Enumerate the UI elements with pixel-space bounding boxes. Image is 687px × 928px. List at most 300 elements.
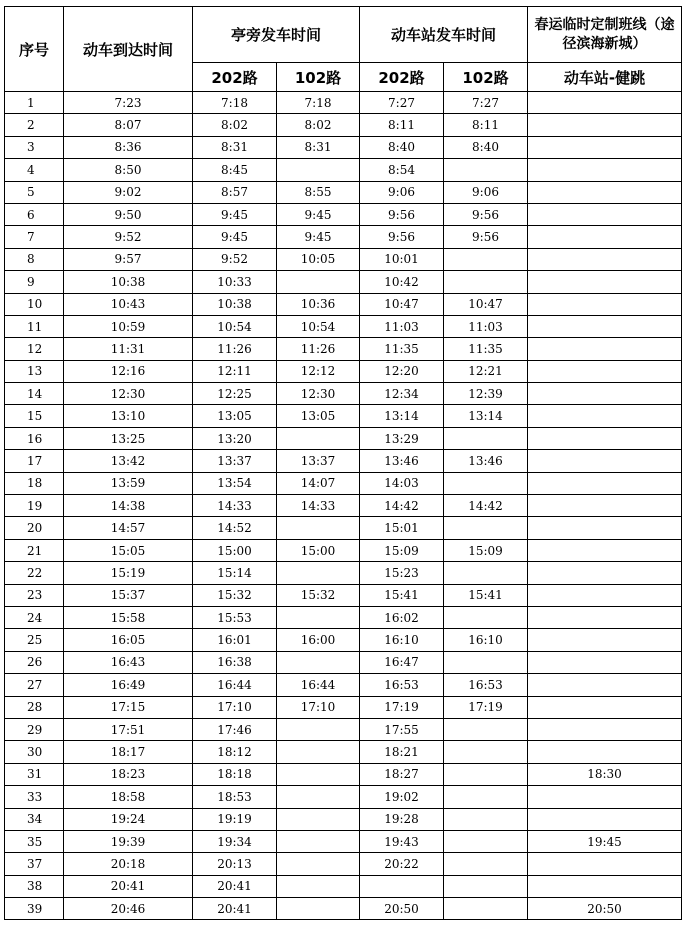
station-202-cell: 15:41 [360, 584, 444, 606]
table-header [5, 7, 682, 92]
station-102-cell: 8:40 [444, 136, 528, 158]
table-row [5, 248, 682, 270]
arrival-cell: 12:30 [64, 383, 193, 405]
seq-cell: 29 [5, 718, 64, 740]
charter-cell [528, 674, 682, 696]
station-202-cell: 15:01 [360, 517, 444, 539]
arrival-cell: 18:17 [64, 741, 193, 763]
tingpang-102-cell [277, 606, 360, 628]
charter-cell [528, 226, 682, 248]
station-202-cell: 16:10 [360, 629, 444, 651]
tingpang-102-cell: 15:00 [277, 539, 360, 561]
charter-cell: 20:50 [528, 898, 682, 920]
table-row [5, 338, 682, 360]
station-202-cell: 13:29 [360, 427, 444, 449]
header-station-102: 102路 [444, 63, 528, 92]
charter-cell [528, 92, 682, 114]
station-202-cell: 17:19 [360, 696, 444, 718]
tingpang-102-cell: 12:12 [277, 360, 360, 382]
table-row [5, 674, 682, 696]
station-202-cell: 8:11 [360, 114, 444, 136]
station-202-cell [360, 875, 444, 897]
bus-schedule-table [4, 6, 682, 920]
arrival-cell: 20:41 [64, 875, 193, 897]
station-102-cell [444, 786, 528, 808]
tingpang-102-cell [277, 427, 360, 449]
station-202-cell: 19:02 [360, 786, 444, 808]
table-row [5, 562, 682, 584]
station-102-cell [444, 159, 528, 181]
station-202-cell: 17:55 [360, 718, 444, 740]
seq-cell: 19 [5, 495, 64, 517]
charter-cell [528, 248, 682, 270]
station-102-cell [444, 830, 528, 852]
station-102-cell: 11:35 [444, 338, 528, 360]
charter-cell [528, 562, 682, 584]
station-102-cell [444, 898, 528, 920]
tingpang-102-cell [277, 159, 360, 181]
seq-cell: 38 [5, 875, 64, 897]
header-seq: 序号 [5, 7, 64, 92]
tingpang-102-cell: 16:00 [277, 629, 360, 651]
charter-cell: 18:30 [528, 763, 682, 785]
charter-cell [528, 203, 682, 225]
charter-cell [528, 875, 682, 897]
arrival-cell: 8:36 [64, 136, 193, 158]
tingpang-102-cell: 10:54 [277, 315, 360, 337]
station-102-cell: 7:27 [444, 92, 528, 114]
table-row [5, 718, 682, 740]
tingpang-102-cell [277, 651, 360, 673]
seq-cell: 10 [5, 293, 64, 315]
seq-cell: 14 [5, 383, 64, 405]
charter-cell [528, 136, 682, 158]
table-row [5, 629, 682, 651]
tingpang-102-cell [277, 830, 360, 852]
tingpang-202-cell: 15:32 [193, 584, 277, 606]
tingpang-102-cell: 8:31 [277, 136, 360, 158]
tingpang-202-cell: 17:46 [193, 718, 277, 740]
seq-cell: 39 [5, 898, 64, 920]
station-102-cell: 10:47 [444, 293, 528, 315]
header-tingpang-102: 102路 [277, 63, 360, 92]
seq-cell: 4 [5, 159, 64, 181]
tingpang-202-cell: 16:44 [193, 674, 277, 696]
tingpang-102-cell [277, 741, 360, 763]
table-row [5, 808, 682, 830]
station-202-cell: 8:54 [360, 159, 444, 181]
table-row [5, 696, 682, 718]
arrival-cell: 13:25 [64, 427, 193, 449]
table-row [5, 360, 682, 382]
seq-cell: 17 [5, 450, 64, 472]
station-102-cell: 15:41 [444, 584, 528, 606]
seq-cell: 24 [5, 606, 64, 628]
tingpang-202-cell: 12:25 [193, 383, 277, 405]
tingpang-202-cell: 14:52 [193, 517, 277, 539]
charter-cell [528, 114, 682, 136]
station-102-cell [444, 606, 528, 628]
seq-cell: 15 [5, 405, 64, 427]
seq-cell: 9 [5, 271, 64, 293]
arrival-cell: 18:23 [64, 763, 193, 785]
seq-cell: 25 [5, 629, 64, 651]
tingpang-102-cell: 14:07 [277, 472, 360, 494]
seq-cell: 16 [5, 427, 64, 449]
arrival-cell: 19:39 [64, 830, 193, 852]
charter-cell [528, 741, 682, 763]
tingpang-202-cell: 8:45 [193, 159, 277, 181]
tingpang-102-cell: 13:37 [277, 450, 360, 472]
tingpang-202-cell: 16:01 [193, 629, 277, 651]
seq-cell: 1 [5, 92, 64, 114]
station-202-cell: 11:03 [360, 315, 444, 337]
tingpang-102-cell [277, 853, 360, 875]
tingpang-102-cell: 17:10 [277, 696, 360, 718]
tingpang-202-cell: 15:53 [193, 606, 277, 628]
station-202-cell: 19:43 [360, 830, 444, 852]
arrival-cell: 11:31 [64, 338, 193, 360]
tingpang-102-cell: 7:18 [277, 92, 360, 114]
tingpang-102-cell: 11:26 [277, 338, 360, 360]
table-row [5, 159, 682, 181]
seq-cell: 31 [5, 763, 64, 785]
seq-cell: 37 [5, 853, 64, 875]
tingpang-102-cell [277, 898, 360, 920]
table-row [5, 853, 682, 875]
charter-cell [528, 517, 682, 539]
table-body [5, 92, 682, 920]
table-row [5, 898, 682, 920]
arrival-cell: 16:49 [64, 674, 193, 696]
seq-cell: 11 [5, 315, 64, 337]
seq-cell: 26 [5, 651, 64, 673]
arrival-cell: 20:46 [64, 898, 193, 920]
tingpang-102-cell [277, 517, 360, 539]
arrival-cell: 17:15 [64, 696, 193, 718]
station-202-cell: 13:46 [360, 450, 444, 472]
table-row [5, 271, 682, 293]
station-102-cell [444, 427, 528, 449]
seq-cell: 8 [5, 248, 64, 270]
station-102-cell: 17:19 [444, 696, 528, 718]
arrival-cell: 8:50 [64, 159, 193, 181]
tingpang-202-cell: 18:12 [193, 741, 277, 763]
seq-cell: 30 [5, 741, 64, 763]
station-202-cell: 9:56 [360, 226, 444, 248]
tingpang-202-cell: 13:20 [193, 427, 277, 449]
table-row [5, 472, 682, 494]
tingpang-102-cell: 10:05 [277, 248, 360, 270]
table-row [5, 203, 682, 225]
tingpang-202-cell: 13:05 [193, 405, 277, 427]
tingpang-202-cell: 20:41 [193, 875, 277, 897]
charter-cell [528, 808, 682, 830]
arrival-cell: 9:50 [64, 203, 193, 225]
table-row [5, 114, 682, 136]
station-102-cell: 9:56 [444, 226, 528, 248]
tingpang-202-cell: 16:38 [193, 651, 277, 673]
station-102-cell [444, 472, 528, 494]
station-202-cell: 16:02 [360, 606, 444, 628]
seq-cell: 7 [5, 226, 64, 248]
station-202-cell: 7:27 [360, 92, 444, 114]
station-102-cell [444, 248, 528, 270]
tingpang-102-cell: 16:44 [277, 674, 360, 696]
header-station-departure: 动车站发车时间 [360, 7, 528, 63]
seq-cell: 5 [5, 181, 64, 203]
tingpang-202-cell: 8:57 [193, 181, 277, 203]
station-102-cell: 14:42 [444, 495, 528, 517]
tingpang-102-cell: 9:45 [277, 203, 360, 225]
station-102-cell: 15:09 [444, 539, 528, 561]
station-102-cell: 12:39 [444, 383, 528, 405]
tingpang-202-cell: 15:00 [193, 539, 277, 561]
charter-cell [528, 472, 682, 494]
table-row [5, 226, 682, 248]
tingpang-102-cell [277, 786, 360, 808]
station-202-cell: 8:40 [360, 136, 444, 158]
arrival-cell: 15:37 [64, 584, 193, 606]
header-station-202: 202路 [360, 63, 444, 92]
tingpang-202-cell: 19:19 [193, 808, 277, 830]
seq-cell: 22 [5, 562, 64, 584]
table-row [5, 786, 682, 808]
arrival-cell: 15:58 [64, 606, 193, 628]
station-202-cell: 13:14 [360, 405, 444, 427]
seq-cell: 20 [5, 517, 64, 539]
seq-cell: 3 [5, 136, 64, 158]
charter-cell [528, 405, 682, 427]
tingpang-202-cell: 14:33 [193, 495, 277, 517]
table-row [5, 92, 682, 114]
tingpang-102-cell: 14:33 [277, 495, 360, 517]
station-202-cell: 20:22 [360, 853, 444, 875]
arrival-cell: 14:38 [64, 495, 193, 517]
charter-cell [528, 786, 682, 808]
seq-cell: 28 [5, 696, 64, 718]
seq-cell: 18 [5, 472, 64, 494]
arrival-cell: 13:59 [64, 472, 193, 494]
station-102-cell: 8:11 [444, 114, 528, 136]
station-202-cell: 15:23 [360, 562, 444, 584]
arrival-cell: 16:05 [64, 629, 193, 651]
seq-cell: 35 [5, 830, 64, 852]
seq-cell: 33 [5, 786, 64, 808]
table-row [5, 763, 682, 785]
table-row [5, 539, 682, 561]
station-102-cell [444, 853, 528, 875]
station-202-cell: 11:35 [360, 338, 444, 360]
table-row [5, 405, 682, 427]
header-tingpang-departure: 亭旁发车时间 [193, 7, 360, 63]
charter-cell [528, 360, 682, 382]
arrival-cell: 10:38 [64, 271, 193, 293]
table-row [5, 315, 682, 337]
station-202-cell: 16:53 [360, 674, 444, 696]
table-row [5, 293, 682, 315]
station-102-cell [444, 271, 528, 293]
station-102-cell [444, 808, 528, 830]
station-102-cell [444, 651, 528, 673]
tingpang-202-cell: 8:02 [193, 114, 277, 136]
charter-cell [528, 427, 682, 449]
tingpang-102-cell: 9:45 [277, 226, 360, 248]
header-tingpang-202: 202路 [193, 63, 277, 92]
arrival-cell: 10:43 [64, 293, 193, 315]
table-row [5, 136, 682, 158]
station-202-cell: 16:47 [360, 651, 444, 673]
tingpang-202-cell: 11:26 [193, 338, 277, 360]
tingpang-202-cell: 9:52 [193, 248, 277, 270]
tingpang-202-cell: 20:13 [193, 853, 277, 875]
tingpang-102-cell [277, 763, 360, 785]
tingpang-202-cell: 13:54 [193, 472, 277, 494]
arrival-cell: 17:51 [64, 718, 193, 740]
tingpang-102-cell: 13:05 [277, 405, 360, 427]
tingpang-202-cell: 17:10 [193, 696, 277, 718]
charter-cell [528, 696, 682, 718]
charter-cell [528, 495, 682, 517]
station-202-cell: 10:42 [360, 271, 444, 293]
arrival-cell: 20:18 [64, 853, 193, 875]
station-102-cell: 11:03 [444, 315, 528, 337]
station-102-cell [444, 517, 528, 539]
tingpang-202-cell: 12:11 [193, 360, 277, 382]
station-102-cell: 9:06 [444, 181, 528, 203]
station-202-cell: 14:42 [360, 495, 444, 517]
station-202-cell: 10:01 [360, 248, 444, 270]
station-202-cell: 20:50 [360, 898, 444, 920]
arrival-cell: 18:58 [64, 786, 193, 808]
table-row [5, 651, 682, 673]
station-102-cell: 13:14 [444, 405, 528, 427]
station-202-cell: 14:03 [360, 472, 444, 494]
station-202-cell: 18:27 [360, 763, 444, 785]
seq-cell: 23 [5, 584, 64, 606]
table-row [5, 606, 682, 628]
tingpang-202-cell: 10:33 [193, 271, 277, 293]
station-202-cell: 19:28 [360, 808, 444, 830]
tingpang-202-cell: 10:38 [193, 293, 277, 315]
tingpang-202-cell: 13:37 [193, 450, 277, 472]
arrival-cell: 16:43 [64, 651, 193, 673]
tingpang-202-cell: 18:53 [193, 786, 277, 808]
seq-cell: 21 [5, 539, 64, 561]
arrival-cell: 9:57 [64, 248, 193, 270]
charter-cell [528, 338, 682, 360]
charter-cell [528, 718, 682, 740]
header-charter-route: 动车站-健跳 [528, 63, 682, 92]
header-row-main [5, 7, 682, 63]
station-102-cell [444, 741, 528, 763]
table-row [5, 427, 682, 449]
tingpang-202-cell: 9:45 [193, 203, 277, 225]
station-202-cell: 12:20 [360, 360, 444, 382]
table-row [5, 584, 682, 606]
charter-cell [528, 606, 682, 628]
arrival-cell: 12:16 [64, 360, 193, 382]
station-202-cell: 9:56 [360, 203, 444, 225]
station-102-cell: 12:21 [444, 360, 528, 382]
charter-cell [528, 159, 682, 181]
station-102-cell [444, 875, 528, 897]
station-202-cell: 15:09 [360, 539, 444, 561]
tingpang-102-cell [277, 718, 360, 740]
seq-cell: 13 [5, 360, 64, 382]
station-202-cell: 9:06 [360, 181, 444, 203]
tingpang-102-cell [277, 271, 360, 293]
seq-cell: 6 [5, 203, 64, 225]
station-102-cell: 16:10 [444, 629, 528, 651]
tingpang-102-cell: 12:30 [277, 383, 360, 405]
tingpang-102-cell: 10:36 [277, 293, 360, 315]
table-row [5, 517, 682, 539]
station-102-cell: 16:53 [444, 674, 528, 696]
tingpang-102-cell [277, 562, 360, 584]
charter-cell [528, 293, 682, 315]
tingpang-102-cell [277, 808, 360, 830]
table-row [5, 495, 682, 517]
station-202-cell: 18:21 [360, 741, 444, 763]
charter-cell [528, 853, 682, 875]
seq-cell: 34 [5, 808, 64, 830]
station-102-cell: 13:46 [444, 450, 528, 472]
station-202-cell: 10:47 [360, 293, 444, 315]
charter-cell [528, 383, 682, 405]
charter-cell [528, 539, 682, 561]
tingpang-202-cell: 9:45 [193, 226, 277, 248]
table-row [5, 450, 682, 472]
header-arrival-time: 动车到达时间 [64, 7, 193, 92]
table-row [5, 181, 682, 203]
charter-cell [528, 651, 682, 673]
tingpang-102-cell: 15:32 [277, 584, 360, 606]
tingpang-202-cell: 15:14 [193, 562, 277, 584]
header-charter-line: 春运临时定制班线（途径滨海新城） [528, 7, 682, 63]
arrival-cell: 10:59 [64, 315, 193, 337]
station-102-cell [444, 562, 528, 584]
station-102-cell: 9:56 [444, 203, 528, 225]
tingpang-202-cell: 8:31 [193, 136, 277, 158]
charter-cell [528, 450, 682, 472]
charter-cell [528, 271, 682, 293]
station-102-cell [444, 718, 528, 740]
arrival-cell: 19:24 [64, 808, 193, 830]
arrival-cell: 9:52 [64, 226, 193, 248]
station-102-cell [444, 763, 528, 785]
arrival-cell: 7:23 [64, 92, 193, 114]
station-202-cell: 12:34 [360, 383, 444, 405]
tingpang-102-cell: 8:02 [277, 114, 360, 136]
tingpang-202-cell: 18:18 [193, 763, 277, 785]
tingpang-102-cell: 8:55 [277, 181, 360, 203]
charter-cell: 19:45 [528, 830, 682, 852]
seq-cell: 2 [5, 114, 64, 136]
charter-cell [528, 181, 682, 203]
seq-cell: 27 [5, 674, 64, 696]
tingpang-102-cell [277, 875, 360, 897]
tingpang-202-cell: 20:41 [193, 898, 277, 920]
charter-cell [528, 315, 682, 337]
tingpang-202-cell: 19:34 [193, 830, 277, 852]
tingpang-202-cell: 7:18 [193, 92, 277, 114]
charter-cell [528, 584, 682, 606]
charter-cell [528, 629, 682, 651]
arrival-cell: 13:42 [64, 450, 193, 472]
table-row [5, 830, 682, 852]
arrival-cell: 13:10 [64, 405, 193, 427]
